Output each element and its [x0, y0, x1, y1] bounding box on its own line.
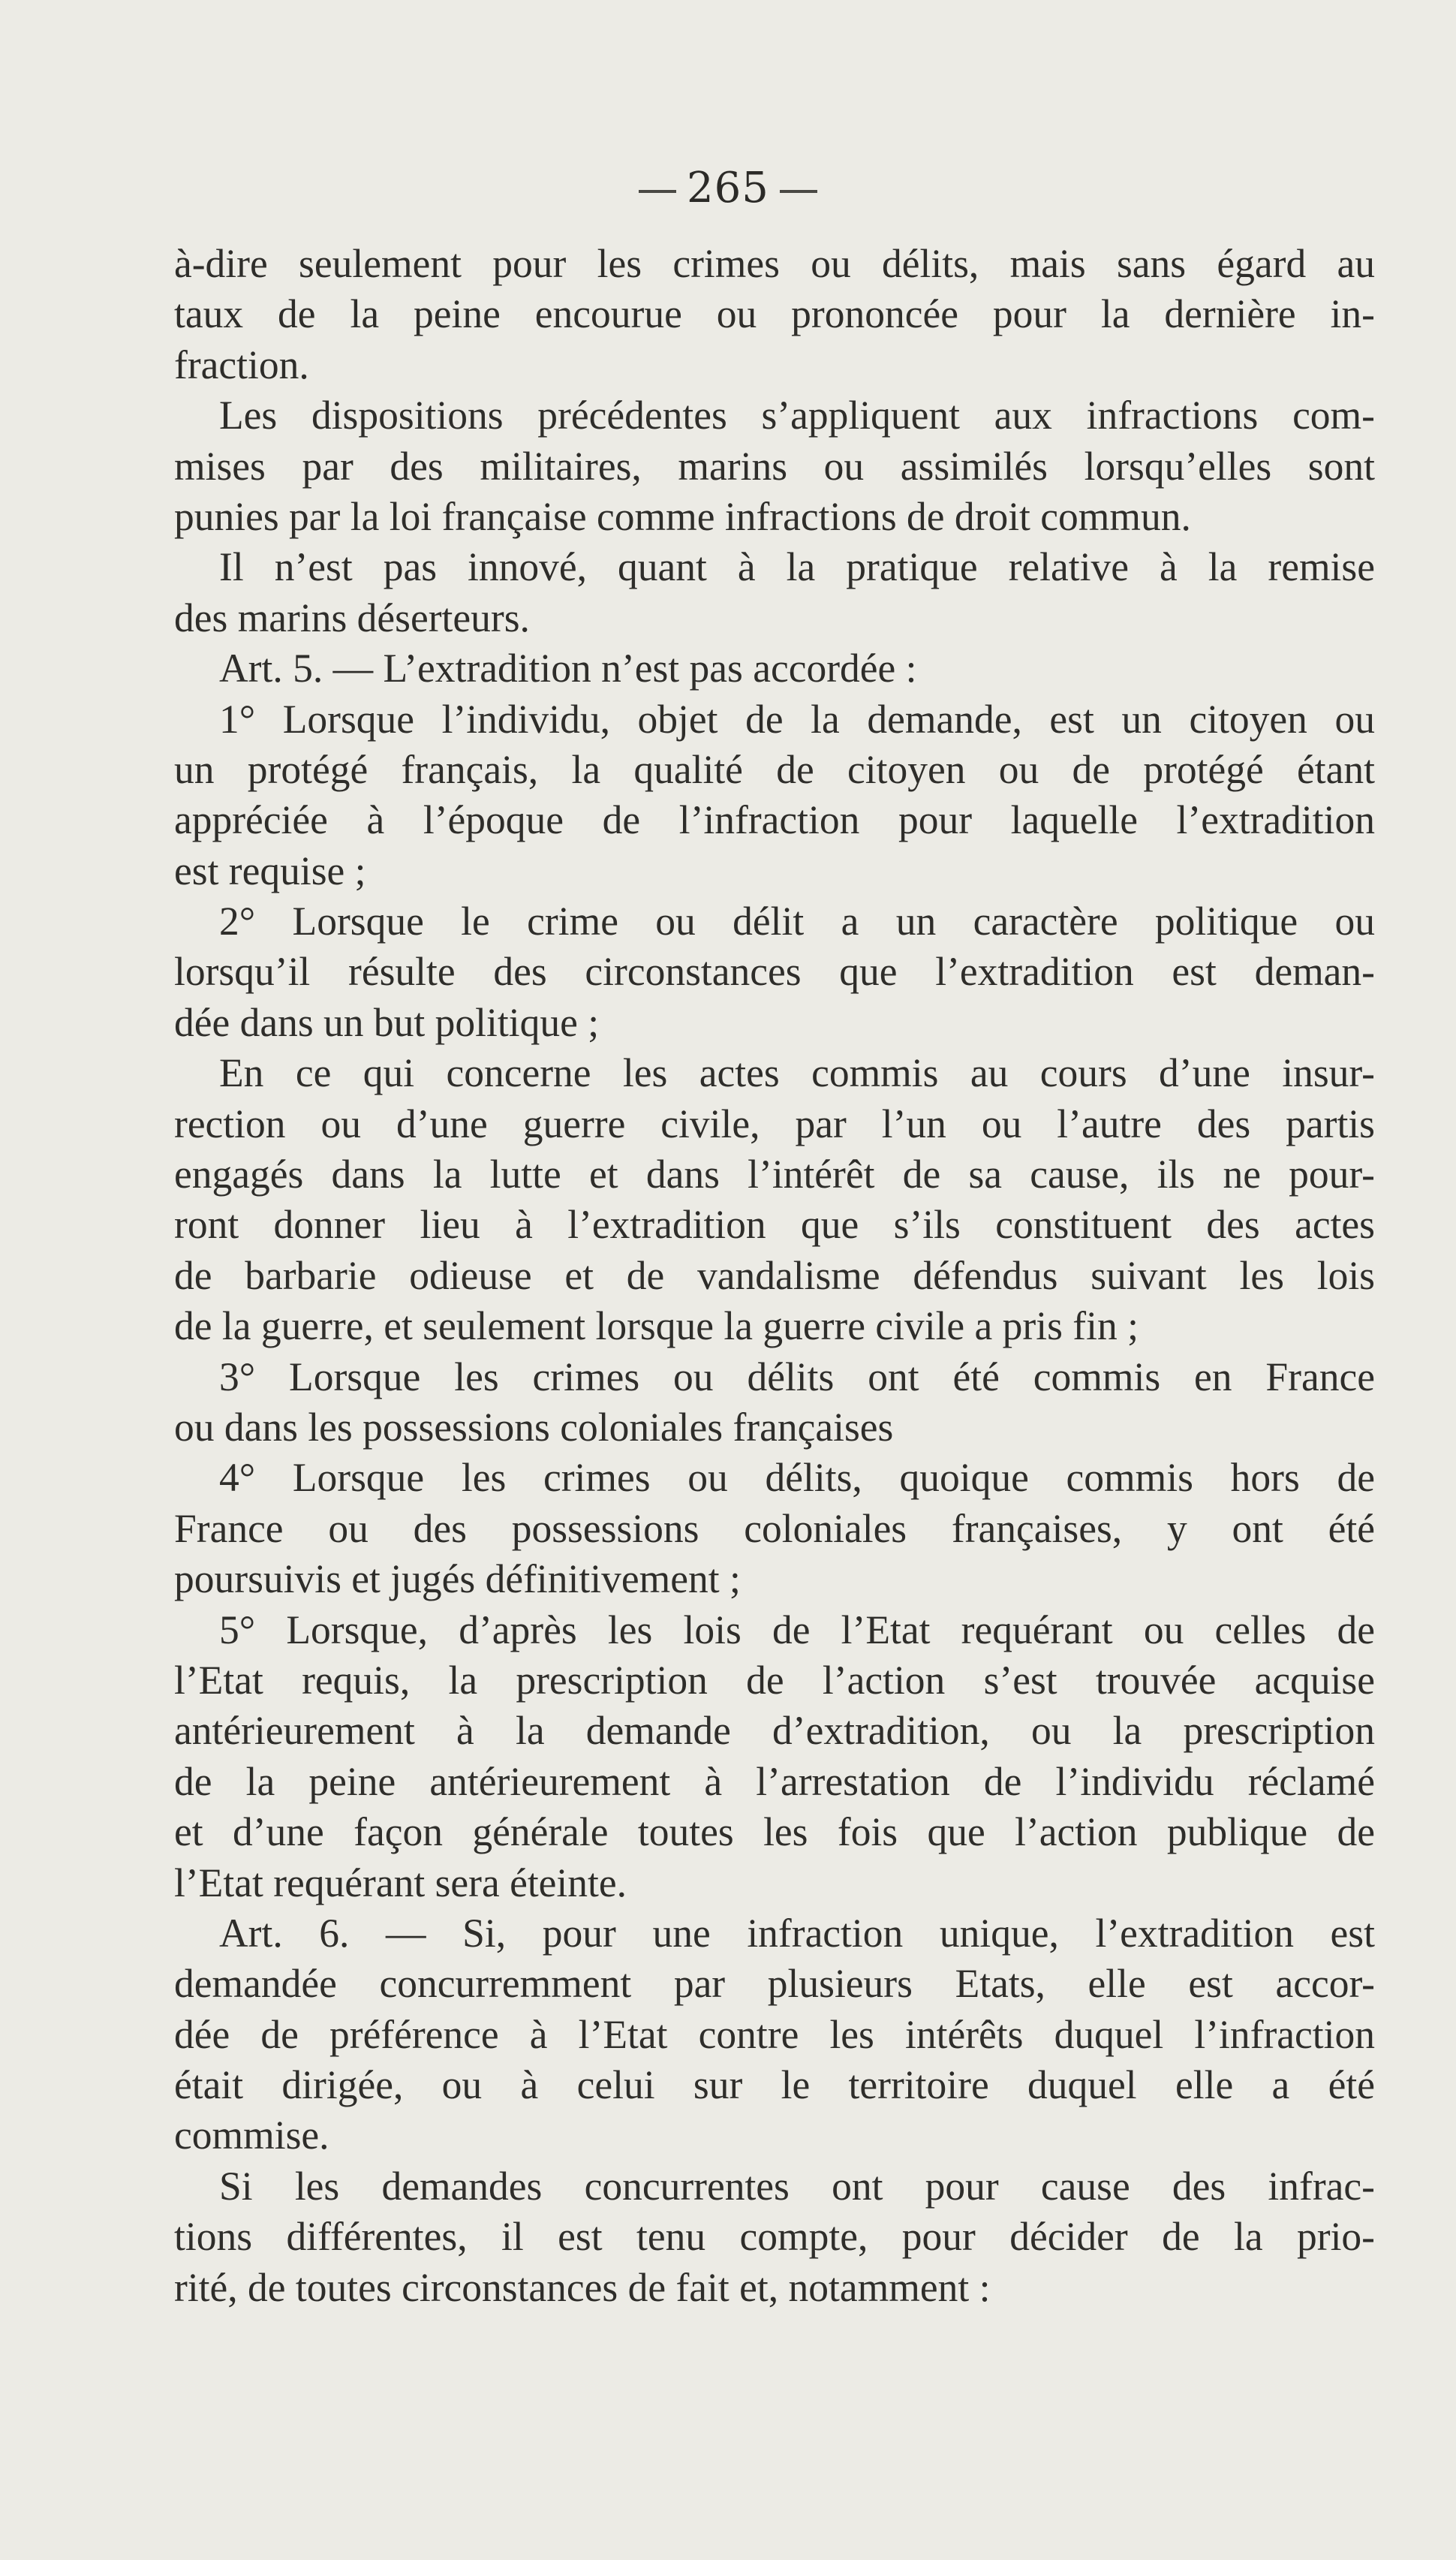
text-line: Les dispositions précédentes s’appliquent aux infractions com- [219, 393, 1375, 438]
text-line: était dirigée, ou à celui sur le territoire duquel elle a été [174, 2062, 1375, 2108]
text-line: des marins déserteurs. [174, 595, 530, 640]
text-line: lorsqu’il résulte des circonstances que l’extradition est deman- [174, 949, 1375, 995]
text-line: mises par des militaires, marins ou assimilés lorsqu’elles sont [174, 443, 1375, 489]
text-line: Art. 5. — L’extradition n’est pas accordée : [219, 646, 917, 691]
text-line: antérieurement à la demande d’extradition, ou la prescription [174, 1708, 1375, 1754]
text-line: appréciée à l’époque de l’infraction pour laquelle l’extradition [174, 797, 1375, 843]
text-line: et d’une façon générale toutes les fois que l’action publique de [174, 1809, 1375, 1855]
text-line: ou dans les possessions coloniales françaises [174, 1404, 894, 1450]
text-line: demandée concurremment par plusieurs Etats, elle est accor- [174, 1961, 1375, 2007]
page-number-right-rule [780, 190, 817, 193]
text-line: Il n’est pas innové, quant à la pratique relative à la remise [219, 544, 1375, 590]
text-line: rection ou d’une guerre civile, par l’un ou l’autre des partis [174, 1101, 1375, 1146]
text-line: un protégé français, la qualité de citoyen ou de protégé étant [174, 746, 1375, 792]
text-line: France ou des possessions coloniales françaises, y ont été [174, 1505, 1375, 1551]
text-line: l’Etat requis, la prescription de l’action s’est trouvée acquise [174, 1657, 1375, 1703]
text-line: dée de préférence à l’Etat contre les intérêts duquel l’infraction [174, 2011, 1375, 2057]
text-line: 3° Lorsque les crimes ou délits ont été commis en France [219, 1354, 1375, 1399]
text-line: dée dans un but politique ; [174, 999, 600, 1045]
text-line: rité, de toutes circonstances de fait et, notamment : [174, 2264, 991, 2310]
page-number-left-rule [639, 190, 676, 193]
text-line: 4° Lorsque les crimes ou délits, quoique commis hors de [219, 1455, 1375, 1501]
text-line: En ce qui concerne les actes commis au cours d’une insur- [219, 1050, 1375, 1096]
text-line: de la peine antérieurement à l’arrestation de l’individu réclamé [174, 1758, 1375, 1804]
text-line: à-dire seulement pour les crimes ou délits, mais sans égard au [174, 241, 1375, 286]
text-line: punies par la loi française comme infractions de droit commun. [174, 493, 1191, 539]
text-line: engagés dans la lutte et dans l’intérêt de sa cause, ils ne pour- [174, 1152, 1375, 1197]
text-line: est requise ; [174, 848, 366, 893]
text-line: Si les demandes concurrentes ont pour cause des infrac- [219, 2163, 1375, 2209]
text-line: commise. [174, 2113, 329, 2158]
text-line: poursuivis et jugés définitivement ; [174, 1556, 741, 1602]
body-text [174, 239, 1375, 2313]
text-line: de la guerre, et seulement lorsque la guerre civile a pris fin ; [174, 1303, 1139, 1349]
page-number-text: 265 [687, 164, 769, 212]
text-line: taux de la peine encourue ou prononcée pour la dernière in- [174, 291, 1375, 337]
text-line: 1° Lorsque l’individu, objet de la demande, est un citoyen ou [219, 696, 1375, 742]
text-line: l’Etat requérant sera éteinte. [174, 1860, 627, 1905]
page-number [0, 164, 1456, 212]
text-line: de barbarie odieuse et de vandalisme défendus suivant les lois [174, 1252, 1375, 1298]
text-line: tions différentes, il est tenu compte, pour décider de la prio- [174, 2214, 1375, 2260]
text-line: 2° Lorsque le crime ou délit a un caractère politique ou [219, 899, 1375, 944]
text-line: fraction. [174, 342, 309, 387]
text-line: ront donner lieu à l’extradition que s’ils constituent des actes [174, 1202, 1375, 1248]
text-line: 5° Lorsque, d’après les lois de l’Etat requérant ou celles de [219, 1607, 1375, 1652]
text-line: Art. 6. — Si, pour une infraction unique, l’extradition est [219, 1910, 1375, 1956]
